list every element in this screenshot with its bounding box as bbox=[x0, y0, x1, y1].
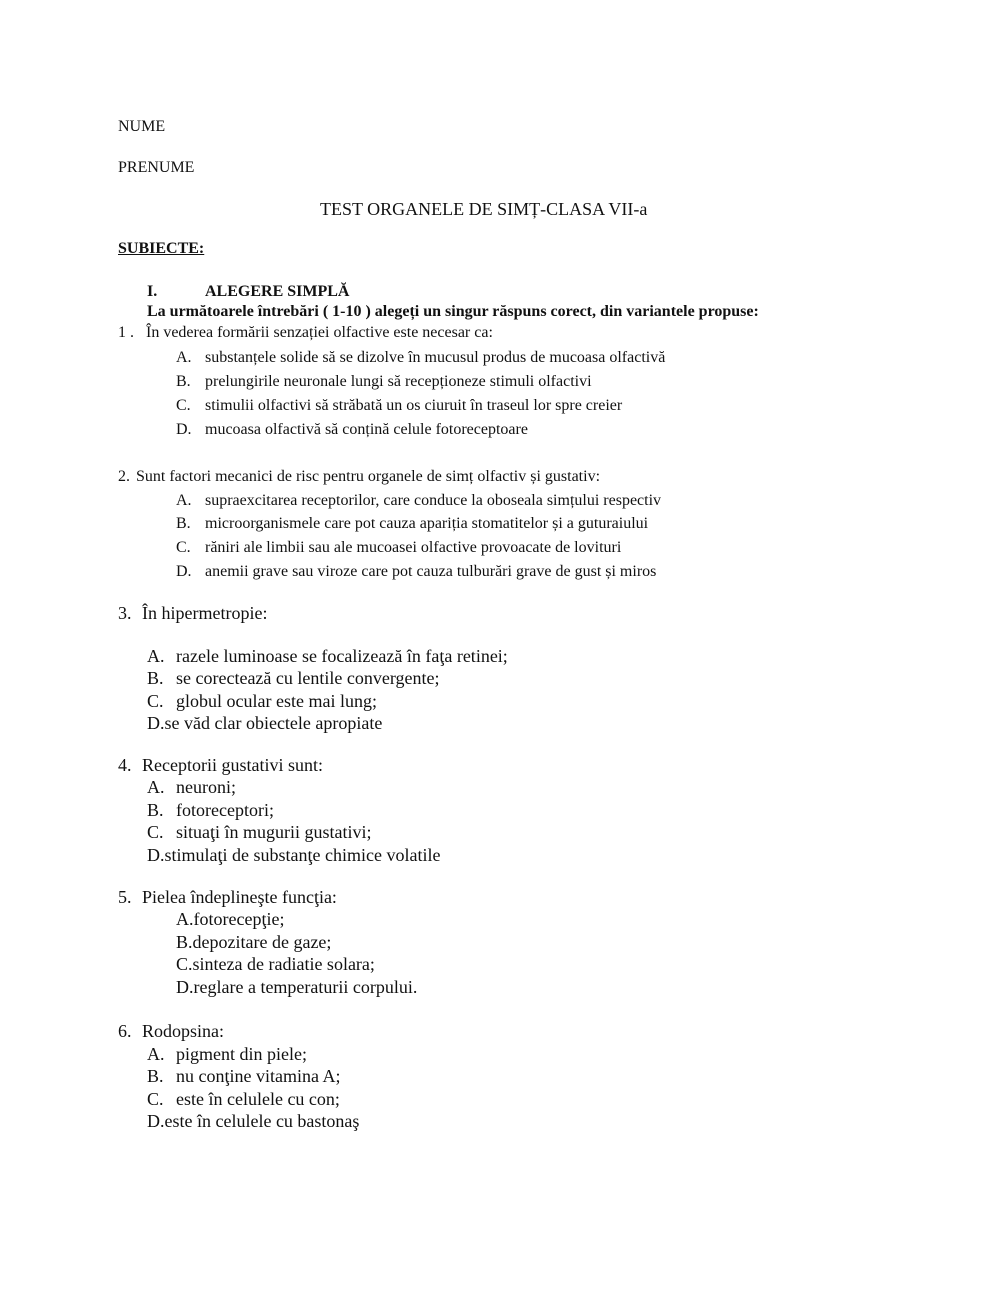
question-6-number: 6. bbox=[118, 1021, 132, 1041]
option-text: neuroni; bbox=[176, 777, 236, 797]
option-text: substanțele solide să se dizolve în mucusul produs de mucoasa olfactivă bbox=[205, 349, 666, 366]
question-5-option-d[interactable]: D.reglare a temperaturii corpului. bbox=[176, 977, 418, 997]
option-letter: C. bbox=[176, 397, 191, 414]
surname-label: PRENUME bbox=[118, 159, 195, 176]
option-letter: D. bbox=[176, 563, 192, 580]
option-text: nu conţine vitamina A; bbox=[176, 1066, 341, 1086]
question-5-text: Pielea îndeplineşte funcţia: bbox=[142, 887, 337, 907]
option-text: anemii grave sau viroze care pot cauza tulburări grave de gust și miros bbox=[205, 563, 657, 580]
option-letter: A. bbox=[147, 646, 165, 666]
option-letter: C. bbox=[147, 1089, 164, 1109]
option-letter: B. bbox=[147, 1066, 164, 1086]
option-text: globul ocular este mai lung; bbox=[176, 691, 377, 711]
option-text: microorganismele care pot cauza apariția stomatitelor și a guturaiului bbox=[205, 515, 649, 532]
question-5-option-b[interactable]: B.depozitare de gaze; bbox=[176, 932, 332, 952]
question-6-text: Rodopsina: bbox=[142, 1021, 225, 1041]
question-2-number: 2. bbox=[118, 468, 130, 485]
option-letter: C. bbox=[147, 691, 164, 711]
question-5-number: 5. bbox=[118, 887, 132, 907]
option-letter: A. bbox=[176, 349, 192, 366]
option-letter: B. bbox=[147, 800, 164, 820]
option-text: prelungirile neuronale lungi să recepționeze stimuli olfactivi bbox=[205, 373, 592, 390]
option-text: supraexcitarea receptorilor, care conduce la oboseala simțului respectiv bbox=[205, 492, 662, 509]
question-3-number: 3. bbox=[118, 603, 132, 623]
subjects-heading: SUBIECTE: bbox=[118, 240, 205, 257]
question-1-text: În vederea formării senzației olfactive este necesar ca: bbox=[146, 324, 493, 341]
question-4-text: Receptorii gustativi sunt: bbox=[142, 755, 323, 775]
option-text: razele luminoase se focalizează în faţa retinei; bbox=[176, 646, 508, 666]
page-title: TEST ORGANELE DE SIMȚ-CLASA VII-a bbox=[320, 199, 648, 219]
option-letter: B. bbox=[176, 373, 191, 390]
question-4-number: 4. bbox=[118, 755, 132, 775]
question-6-option-d[interactable]: D.este în celulele cu bastonaş bbox=[147, 1111, 360, 1131]
option-text: răniri ale limbii sau ale mucoasei olfactive provoacate de lovituri bbox=[205, 539, 622, 556]
question-5-option-a[interactable]: A.fotorecepţie; bbox=[176, 909, 285, 929]
name-label: NUME bbox=[118, 118, 166, 135]
option-text: este în celulele cu con; bbox=[176, 1089, 340, 1109]
option-letter: C. bbox=[147, 822, 164, 842]
option-text: pigment din piele; bbox=[176, 1044, 307, 1064]
option-text: stimulii olfactivi să străbată un os ciuruit în traseul lor spre creier bbox=[205, 397, 623, 414]
question-2-text: Sunt factori mecanici de risc pentru organele de simț olfactiv și gustativ: bbox=[136, 468, 601, 485]
question-4-option-d[interactable]: D.stimulaţi de substanţe chimice volatile bbox=[147, 845, 441, 865]
option-letter: B. bbox=[176, 515, 191, 532]
question-3-text: În hipermetropie: bbox=[142, 603, 268, 623]
option-text: se corectează cu lentile convergente; bbox=[176, 668, 440, 688]
option-letter: A. bbox=[147, 1044, 165, 1064]
option-text: mucoasa olfactivă să conțină celule fotoreceptoare bbox=[205, 421, 528, 438]
option-letter: D. bbox=[176, 421, 192, 438]
option-letter: A. bbox=[147, 777, 165, 797]
question-3-option-d[interactable]: D.se văd clar obiectele apropiate bbox=[147, 713, 383, 733]
section-name: ALEGERE SIMPLĂ bbox=[205, 283, 350, 300]
section-instruction: La următoarele întrebări ( 1-10 ) alegeți un singur răspuns corect, din variantele propuse: bbox=[147, 303, 759, 320]
option-text: situaţi în mugurii gustativi; bbox=[176, 822, 372, 842]
option-letter: B. bbox=[147, 668, 164, 688]
option-letter: C. bbox=[176, 539, 191, 556]
section-numeral: I. bbox=[147, 283, 158, 300]
question-5-option-c[interactable]: C.sinteza de radiatie solara; bbox=[176, 954, 375, 974]
question-1-number: 1 . bbox=[118, 324, 134, 341]
option-text: fotoreceptori; bbox=[176, 800, 274, 820]
option-letter: A. bbox=[176, 492, 192, 509]
